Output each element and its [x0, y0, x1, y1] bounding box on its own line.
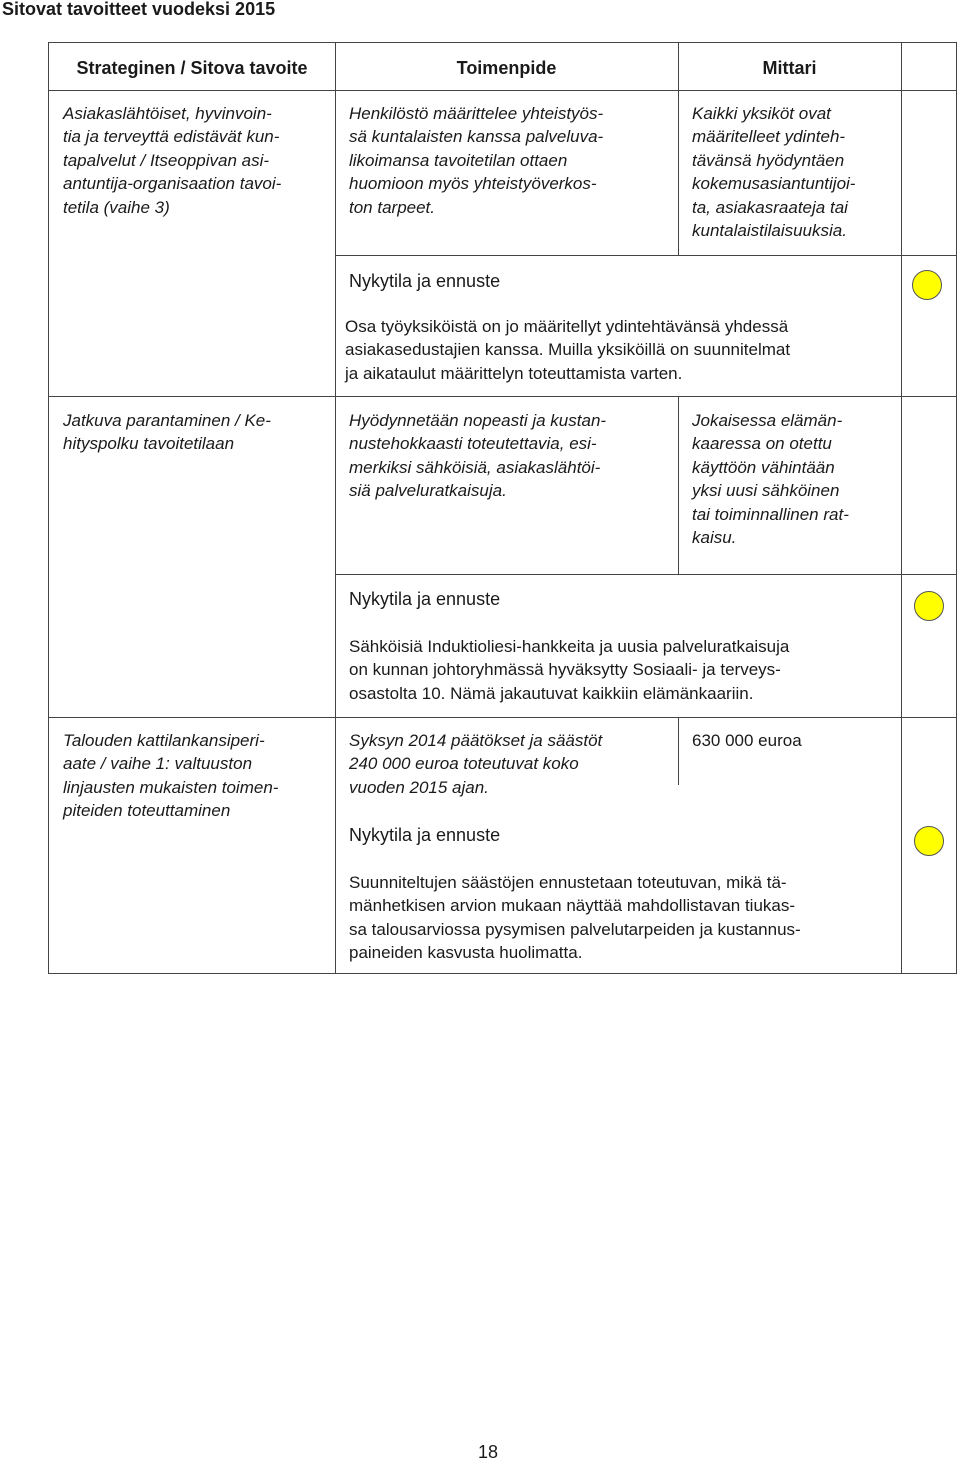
goal-cell: Jatkuva parantaminen / Ke- hityspolku tavoitetilaan [63, 411, 271, 454]
status-text: Suunniteltujen säästöjen ennustetaan toteutuvan, mikä tä- mänhetkisen arvion mukaan näyttää mahdollistavan tiukas- sa talousarviossa pysymisen palvelutarpeiden ja kustannus- paineiden kasvusta huolimatta. [349, 873, 801, 963]
goal-cell: Talouden kattilankansiperi- aate / vaihe 1: valtuuston linjausten mukaisten toimen- piteiden toteuttaminen [63, 731, 279, 821]
action-cell: Henkilöstö määrittelee yhteistyös- sä kuntalaisten kanssa palveluva- likoimansa tavoitetilan ottaen huomioon myös yhteistyöverkos- ton tarpeet. [349, 104, 604, 217]
goals-table [48, 42, 957, 974]
page-title: Sitovat tavoitteet vuodeksi 2015 [2, 0, 276, 19]
row-divider [335, 574, 956, 575]
status-text: Osa työyksiköistä on jo määritellyt ydintehtävänsä yhdessä asiakasedustajien kanssa. Muilla yksiköillä on suunnitelmat ja aikataulut määrittelyn toteuttamista varten. [345, 317, 791, 383]
goal-cell: Asiakaslähtöiset, hyvinvoin- tia ja terveyttä edistävät kun- tapalvelut / Itseoppivan asi- antuntija-organisaation tavoi- tetila (vaihe 3) [63, 104, 282, 217]
row-divider [49, 90, 956, 91]
metric-cell: Kaikki yksiköt ovat määritelleet ydinteh- tävänsä hyödyntäen kokemusasiantuntijoi- ta, asiakasraateja tai kuntalaistilaisuuksia. [692, 104, 856, 241]
page-number: 18 [478, 1442, 499, 1462]
action-cell: Hyödynnetään nopeasti ja kustan- nustehokkaasti toteutettavia, esi- merkiksi sähköisiä, asiakaslähtöi- siä palveluratkaisuja. [349, 411, 607, 501]
row-divider [49, 717, 956, 718]
status-label: Nykytila ja ennuste [349, 589, 501, 609]
metric-cell: 630 000 euroa [692, 731, 802, 750]
status-indicator-icon [914, 591, 944, 621]
status-label: Nykytila ja ennuste [349, 825, 501, 845]
metric-cell: Jokaisessa elämän- kaaressa on otettu käyttöön vähintään yksi uusi sähköinen tai toiminnallinen rat- kaisu. [692, 411, 849, 548]
status-indicator-icon [914, 826, 944, 856]
column-divider [678, 396, 679, 574]
action-cell: Syksyn 2014 päätökset ja säästöt 240 000 euroa toteutuvat koko vuoden 2015 ajan. [349, 731, 603, 797]
header-goal: Strateginen / Sitova tavoite [76, 58, 308, 78]
header-metric: Mittari [762, 58, 817, 78]
column-divider [335, 43, 336, 973]
status-label: Nykytila ja ennuste [349, 271, 501, 291]
column-divider [901, 43, 902, 973]
header-action: Toimenpide [456, 58, 557, 78]
column-divider [678, 717, 679, 785]
row-divider [335, 255, 956, 256]
status-indicator-icon [912, 270, 942, 300]
status-text: Sähköisiä Induktioliesi-hankkeita ja uusia palveluratkaisuja on kunnan johtoryhmässä hyväksytty Sosiaali- ja terveys- osastolta 10. Nämä jakautuvat kaikkiin elämänkaariin. [349, 637, 790, 703]
row-divider [49, 396, 956, 397]
